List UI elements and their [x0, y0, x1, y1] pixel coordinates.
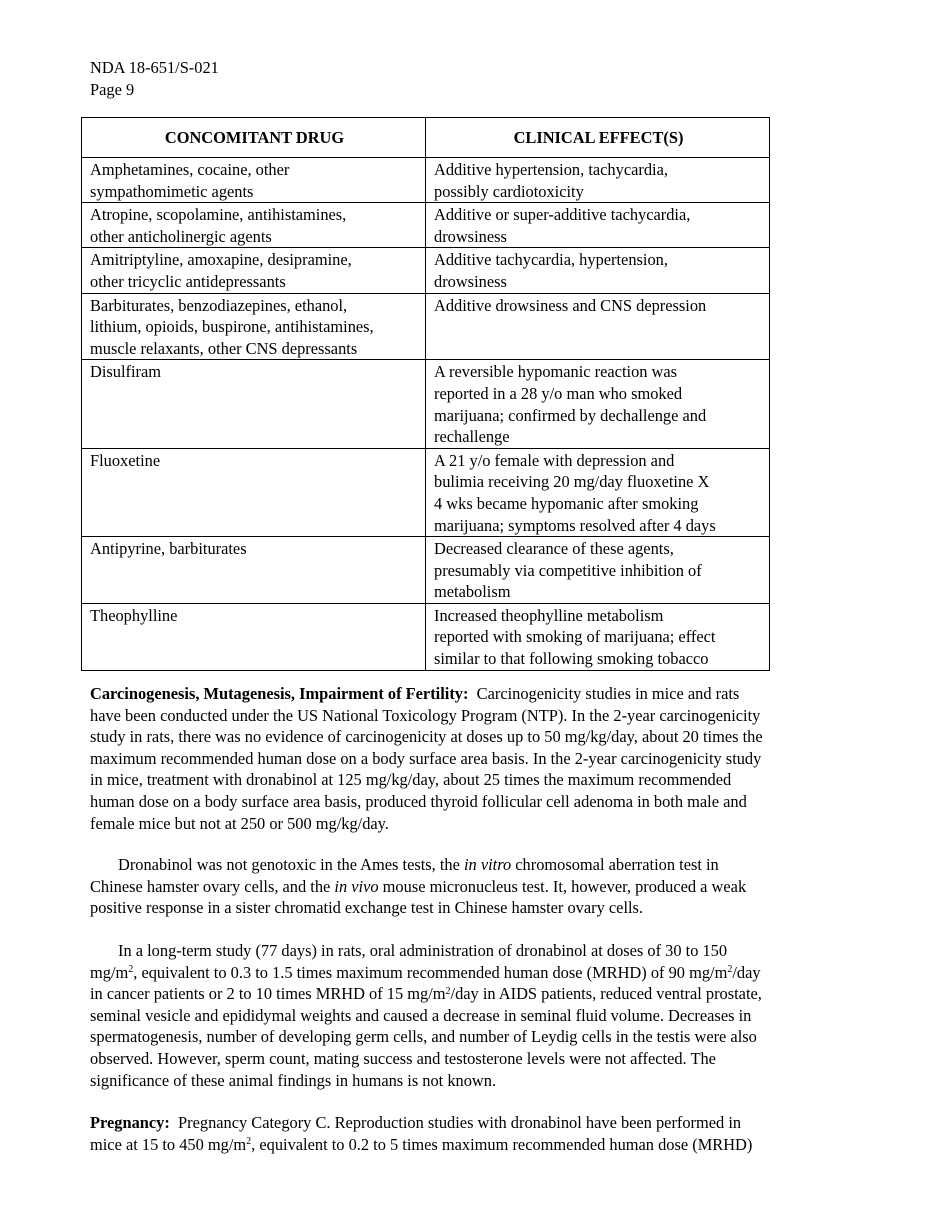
effect-cell — [426, 293, 770, 360]
cell-line: metabolism — [434, 582, 511, 602]
pregnancy-paragraph — [90, 1112, 862, 1155]
effect-cell — [426, 158, 770, 203]
effect-cell — [426, 248, 770, 293]
cell-line: Decreased clearance of these agents, — [434, 539, 674, 559]
cell-line: A 21 y/o female with depression and — [434, 450, 675, 470]
cell-line: Amitriptyline, amoxapine, desipramine, — [90, 250, 352, 270]
line-text: chromosomal aberration test in — [511, 855, 719, 874]
cell-line: Additive hypertension, tachycardia, — [434, 160, 668, 179]
paragraph-line — [90, 1134, 862, 1156]
drug-cell — [82, 537, 426, 604]
paragraph-line: have been conducted under the US National Toxicology Program (NTP). In the 2-year carcinogenicity — [90, 705, 761, 725]
column-header-concomitant-drug: CONCOMITANT DRUG — [82, 118, 426, 158]
effect-cell — [426, 448, 770, 536]
cell-line: Additive or super-additive tachycardia, — [434, 205, 691, 225]
line-text: mice at 15 to 450 mg/m — [90, 1134, 247, 1154]
cell-line: Increased theophylline metabolism — [434, 605, 664, 625]
column-header-clinical-effects: CLINICAL EFFECT(S) — [426, 118, 770, 158]
drug-cell — [82, 448, 426, 536]
effect-cell — [426, 603, 770, 670]
cell-line: 4 wks became hypomanic after smoking — [434, 493, 699, 513]
line-text: Pregnancy Category C. Reproduction studies with dronabinol have been performed in — [169, 1113, 742, 1132]
page-header — [90, 57, 219, 100]
cell-line: similar to that following smoking tobacco — [434, 649, 709, 669]
effect-cell — [426, 203, 770, 248]
paragraph-line: positive response in a sister chromatid exchange test in Chinese hamster ovary cells. — [90, 898, 644, 918]
cell-line: Antipyrine, barbiturates — [90, 539, 247, 559]
cell-line: possibly cardiotoxicity — [434, 181, 584, 201]
italic-term: in vitro — [463, 855, 512, 874]
cell-line: Theophylline — [90, 605, 178, 625]
line-text: mg/m — [90, 962, 129, 982]
drug-cell — [82, 603, 426, 670]
section-heading-pregnancy: Pregnancy: — [90, 1113, 170, 1132]
paragraph-line: study in rats, there was no evidence of carcinogenicity at doses up to 50 mg/kg/day, about 20 times the — [90, 727, 763, 747]
paragraph-line: In a long-term study (77 days) in rats, oral administration of dronabinol at doses of 30 to 150 — [118, 941, 728, 960]
table-row — [82, 448, 770, 536]
table-row — [82, 203, 770, 248]
cell-line: Amphetamines, cocaine, other — [90, 160, 290, 179]
cell-line: marijuana; confirmed by dechallenge and — [434, 405, 707, 425]
line-text: Dronabinol was not genotoxic in the Ames tests, the — [118, 855, 464, 874]
paragraph-line: seminal vesicle and epididymal weights and caused a decrease in seminal fluid volume. Decreases in — [90, 1005, 752, 1025]
drug-cell — [82, 360, 426, 448]
paragraph-line: significance of these animal findings in humans is not known. — [90, 1070, 497, 1090]
line-text: in cancer patients or 2 to 10 times MRHD of 15 mg/m — [90, 984, 446, 1004]
page-number: Page 9 — [90, 79, 135, 99]
paragraph-line — [90, 683, 862, 705]
cell-line: other tricyclic antidepressants — [90, 271, 286, 291]
paragraph-line — [90, 962, 862, 984]
table-row — [82, 293, 770, 360]
effect-cell — [426, 360, 770, 448]
drug-cell — [82, 158, 426, 203]
cell-line: Fluoxetine — [90, 450, 161, 470]
paragraph-line: in mice, treatment with dronabinol at 125 mg/kg/day, about 25 times the maximum recommended — [90, 770, 732, 790]
cell-line: muscle relaxants, other CNS depressants — [90, 338, 358, 358]
paragraph-line: female mice but not at 250 or 500 mg/kg/day. — [90, 813, 389, 833]
cell-line: other anticholinergic agents — [90, 226, 272, 246]
line-text: Carcinogenicity studies in mice and rats — [476, 684, 740, 703]
carcinogenesis-paragraph — [90, 683, 862, 834]
line-text: /day in AIDS patients, reduced ventral prostate, — [450, 984, 762, 1004]
fertility-paragraph — [90, 940, 862, 1091]
mutagenesis-paragraph — [90, 854, 862, 919]
cell-line: A reversible hypomanic reaction was — [434, 362, 678, 382]
cell-line: bulimia receiving 20 mg/day fluoxetine X — [434, 472, 710, 492]
paragraph-line — [90, 854, 862, 876]
drug-interactions-table — [81, 117, 770, 671]
paragraph-line: maximum recommended human dose on a body surface area basis. In the 2-year carcinogenicity study — [90, 748, 762, 768]
italic-term: in vivo — [334, 876, 379, 896]
cell-line: reported in a 28 y/o man who smoked — [434, 383, 683, 403]
cell-line: lithium, opioids, buspirone, antihistamines, — [90, 317, 374, 337]
table-row — [82, 537, 770, 604]
line-text: /day — [732, 962, 761, 982]
paragraph-line — [90, 983, 862, 1005]
line-text: , equivalent to 0.2 to 5 times maximum recommended human dose (MRHD) — [251, 1134, 753, 1154]
line-text: Chinese hamster ovary cells, and the — [90, 876, 335, 896]
cell-line: marijuana; symptoms resolved after 4 days — [434, 515, 716, 535]
line-text: mouse micronucleus test. It, however, produced a weak — [378, 876, 747, 896]
superscript: 2 — [128, 964, 134, 976]
effect-cell — [426, 537, 770, 604]
cell-line: presumably via competitive inhibition of — [434, 560, 702, 580]
paragraph-line: spermatogenesis, number of developing germ cells, and number of Leydig cells in the testis were also — [90, 1027, 757, 1047]
table-row — [82, 603, 770, 670]
cell-line: Additive drowsiness and CNS depression — [434, 295, 707, 315]
nda-number: NDA 18-651/S-021 — [90, 58, 219, 77]
cell-line: drowsiness — [434, 271, 507, 291]
superscript: 2 — [445, 985, 451, 997]
cell-line: Additive tachycardia, hypertension, — [434, 250, 668, 270]
cell-line: reported with smoking of marijuana; effect — [434, 627, 716, 647]
cell-line: Atropine, scopolamine, antihistamines, — [90, 205, 347, 225]
cell-line: Disulfiram — [90, 362, 162, 382]
superscript: 2 — [246, 1136, 252, 1148]
table-row — [82, 158, 770, 203]
cell-line: sympathomimetic agents — [90, 181, 254, 201]
paragraph-line — [90, 876, 862, 898]
table-header-row — [82, 118, 770, 158]
table-row — [82, 248, 770, 293]
cell-line: drowsiness — [434, 226, 507, 246]
line-text: , equivalent to 0.3 to 1.5 times maximum recommended human dose (MRHD) of 90 mg/m — [133, 962, 728, 982]
superscript: 2 — [727, 964, 733, 976]
cell-line: rechallenge — [434, 427, 510, 447]
paragraph-line: observed. However, sperm count, mating success and testosterone levels were not affected. The — [90, 1048, 716, 1068]
paragraph-line — [90, 1112, 862, 1134]
table-row — [82, 360, 770, 448]
drug-cell — [82, 248, 426, 293]
section-heading-carcinogenesis: Carcinogenesis, Mutagenesis, Impairment of Fertility: — [90, 684, 469, 703]
drug-cell — [82, 203, 426, 248]
cell-line: Barbiturates, benzodiazepines, ethanol, — [90, 295, 348, 315]
drug-cell — [82, 293, 426, 360]
paragraph-line: human dose on a body surface area basis, produced thyroid follicular cell adenoma in both male and — [90, 791, 747, 811]
